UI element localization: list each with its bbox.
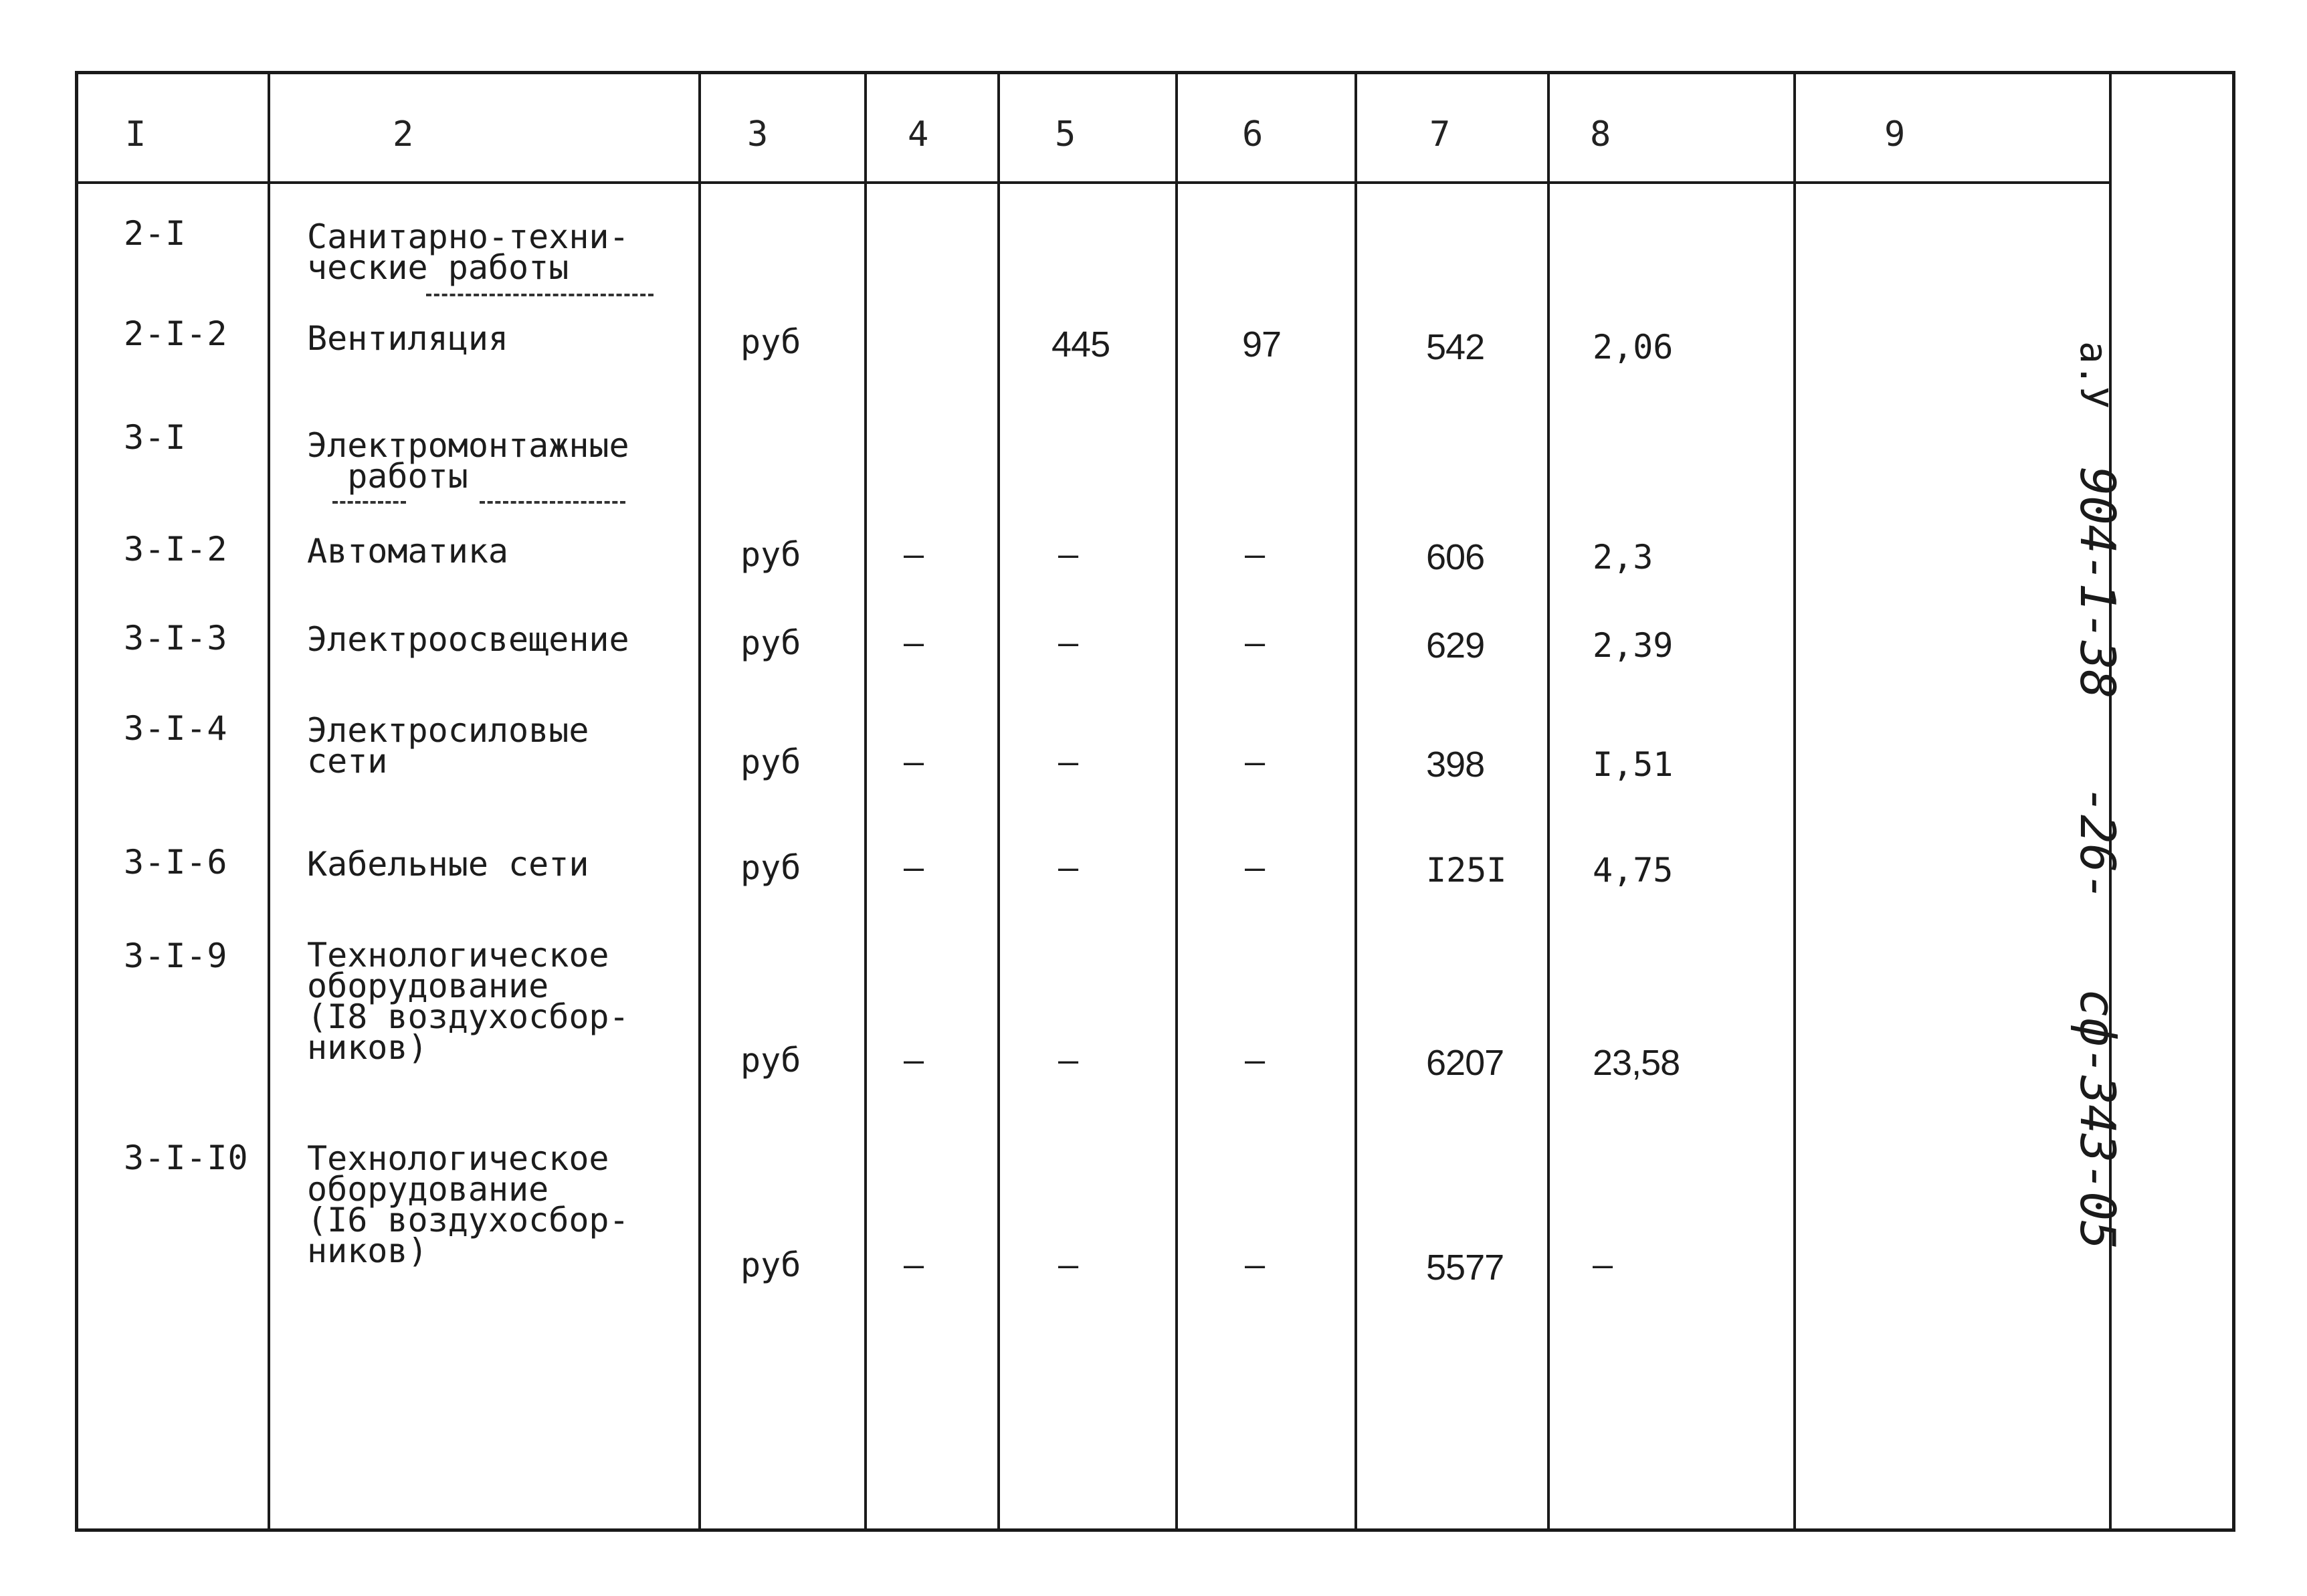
row-c4: – — [904, 535, 924, 574]
row-code: 3-I-9 — [124, 936, 228, 975]
row-c6: – — [1245, 623, 1266, 662]
stamp-code: сф-343-05 — [2070, 989, 2126, 1250]
row-c5: – — [1058, 848, 1079, 887]
section-underline — [480, 501, 625, 504]
row-c5: – — [1058, 1245, 1079, 1284]
row-c4: – — [904, 848, 924, 887]
row-name: Санитарно-техни- ческие работы — [307, 217, 629, 287]
stamp-number: 904-1-38 — [2070, 466, 2126, 699]
row-c7: 5577 — [1426, 1248, 1504, 1288]
column-header-1: I — [125, 114, 146, 155]
row-c6: – — [1245, 535, 1266, 574]
row-name: Электроосвещение — [307, 620, 629, 659]
row-c8: 2,06 — [1593, 328, 1674, 367]
row-name: Технологическое оборудование (I8 воздухосбор- ников) — [307, 936, 629, 1067]
row-unit: руб — [740, 535, 801, 574]
row-name: Технологическое оборудование (I6 воздухосбор- ников) — [307, 1139, 629, 1270]
column-divider — [1793, 74, 1796, 1528]
column-divider — [698, 74, 701, 1528]
row-c8: 2,39 — [1593, 626, 1674, 665]
row-unit: руб — [740, 623, 801, 662]
row-c8: I,51 — [1593, 745, 1674, 784]
row-c8: 23,58 — [1593, 1043, 1680, 1083]
row-unit: руб — [740, 322, 801, 361]
column-divider — [1175, 74, 1178, 1528]
row-name: Электромонтажные работы — [307, 426, 629, 496]
column-divider — [268, 74, 270, 1528]
row-code: 2-I-2 — [124, 314, 228, 353]
row-c7: 398 — [1426, 744, 1485, 785]
row-c7: 629 — [1426, 625, 1485, 666]
column-header-8: 8 — [1590, 114, 1611, 155]
row-code: 3-I — [124, 418, 187, 457]
section-underline — [426, 294, 654, 296]
row-unit: руб — [740, 1041, 801, 1080]
column-divider — [997, 74, 1000, 1528]
row-unit: руб — [740, 1245, 801, 1284]
row-c7: 606 — [1426, 537, 1485, 577]
row-c7: I25I — [1426, 851, 1507, 890]
row-unit: руб — [740, 848, 801, 887]
row-c6: – — [1245, 848, 1266, 887]
row-c5: 445 — [1051, 324, 1110, 365]
row-code: 3-I-2 — [124, 530, 228, 569]
column-header-4: 4 — [908, 114, 929, 155]
row-name: Вентиляция — [307, 319, 509, 358]
row-code: 3-I-3 — [124, 619, 228, 658]
row-c7: 6207 — [1426, 1043, 1504, 1083]
row-c6: – — [1245, 1041, 1266, 1080]
row-c4: – — [904, 1245, 924, 1284]
row-name: Кабельные сети — [307, 845, 589, 884]
row-c6: – — [1245, 1245, 1266, 1284]
row-c5: – — [1058, 1041, 1079, 1080]
column-header-3: 3 — [747, 114, 769, 155]
row-unit: руб — [740, 742, 801, 781]
column-header-5: 5 — [1055, 114, 1076, 155]
table-frame — [75, 71, 2235, 1532]
row-c6: – — [1245, 742, 1266, 781]
column-divider — [1355, 74, 1357, 1528]
row-c6: 97 — [1242, 324, 1282, 365]
row-c8: 4,75 — [1593, 851, 1674, 890]
column-divider — [864, 74, 867, 1528]
document-stamp — [2058, 341, 2138, 1304]
row-c4: – — [904, 1041, 924, 1080]
column-divider — [1547, 74, 1550, 1528]
column-header-6: 6 — [1242, 114, 1264, 155]
stamp-page: -26- — [2070, 785, 2126, 902]
row-c5: – — [1058, 623, 1079, 662]
column-header-7: 7 — [1429, 114, 1451, 155]
row-c7: 542 — [1426, 327, 1485, 367]
header-separator — [78, 181, 2109, 184]
row-c8: 2,3 — [1593, 538, 1653, 577]
column-header-9: 9 — [1884, 114, 1906, 155]
row-code: 3-I-6 — [124, 843, 228, 882]
column-header-2: 2 — [393, 114, 414, 155]
row-code: 2-I — [124, 214, 187, 253]
stamp-prefix: а.У — [2072, 341, 2115, 409]
row-c5: – — [1058, 742, 1079, 781]
row-c8: – — [1593, 1245, 1613, 1284]
row-name: Электросиловые сети — [307, 711, 589, 781]
row-c4: – — [904, 623, 924, 662]
row-name: Автоматика — [307, 532, 509, 571]
row-c4: – — [904, 742, 924, 781]
row-code: 3-I-4 — [124, 709, 228, 748]
row-code: 3-I-I0 — [124, 1138, 249, 1177]
section-underline — [332, 501, 406, 504]
row-c5: – — [1058, 535, 1079, 574]
